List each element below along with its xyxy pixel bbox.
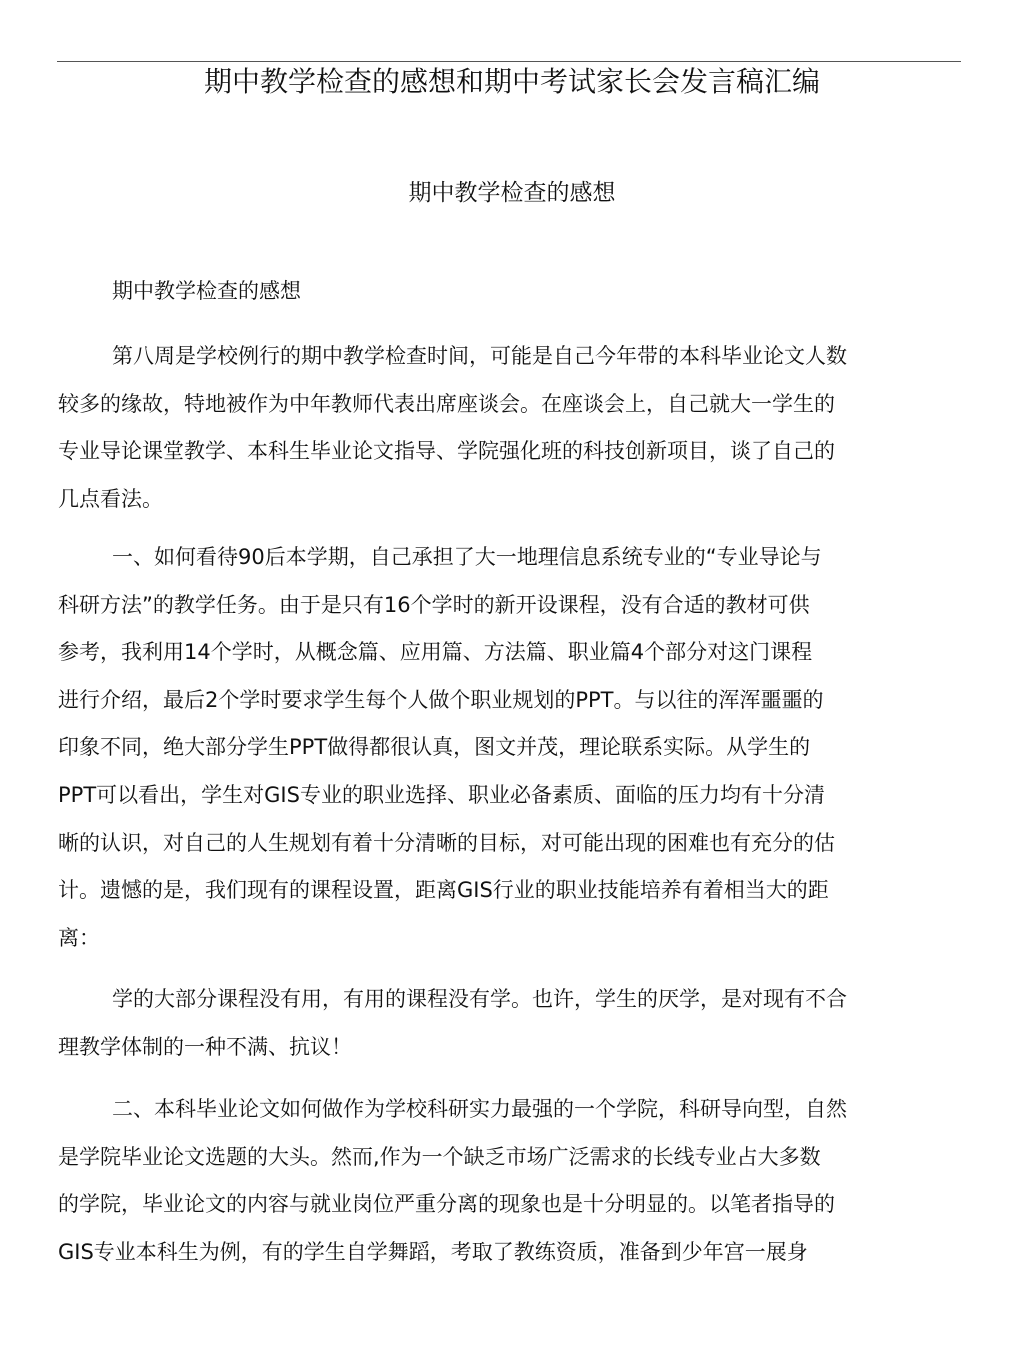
paragraph-1 [58, 333, 938, 523]
text-line: 科研方法”的教学任务。由于是只有16个学时的新开设课程，没有合适的教材可供 [58, 592, 810, 617]
text-line: 几点看法。 [58, 486, 163, 511]
text-line: 理教学体制的一种不满、抗议！ [58, 1034, 352, 1059]
text-line: 学的大部分课程没有用，有用的课程没有学。也许，学生的厌学，是对现有不合 [112, 987, 847, 1011]
text-line: 一、如何看待90后本学期，自己承担了大一地理信息系统专业的“专业导论与 [112, 545, 822, 569]
document-title: 期中教学检查的感想和期中考试家长会发言稿汇编 [203, 65, 820, 98]
text-line: 离： [58, 925, 100, 950]
text-line: 是学院毕业论文选题的大头。然而,作为一个缺乏市场广泛需求的长线专业占大多数 [58, 1144, 821, 1169]
paragraph-4 [58, 1086, 938, 1276]
section-title: 期中教学检查的感想 [408, 180, 616, 206]
text-line: 二、本科毕业论文如何做作为学校科研实力最强的一个学院，科研导向型，自然 [112, 1097, 847, 1121]
text-line: 晰的认识，对自己的人生规划有着十分清晰的目标，对可能出现的困难也有充分的估 [58, 830, 835, 855]
text-line: 第八周是学校例行的期中教学检查时间，可能是自己今年带的本科毕业论文人数 [112, 344, 847, 368]
text-line: 计。遗憾的是，我们现有的课程设置，距离GIS行业的职业技能培养有着相当大的距 [58, 878, 829, 903]
paragraph-3 [58, 976, 938, 1071]
paragraph-2 [58, 534, 938, 962]
text-line: PPT可以看出，学生对GIS专业的职业选择、职业必备素质、面临的压力均有十分清 [58, 782, 825, 807]
text-line: 的学院，毕业论文的内容与就业岗位严重分离的现象也是十分明显的。以笔者指导的 [58, 1192, 835, 1217]
text-line: 进行介绍，最后2个学时要求学生每个人做个职业规划的PPT。与以往的浑浑噩噩的 [58, 687, 824, 712]
text-line: 参考，我利用14个学时，从概念篇、应用篇、方法篇、职业篇4个部分对这门课程 [58, 640, 813, 665]
sub-heading: 期中教学检查的感想 [112, 279, 301, 303]
text-line: 较多的缘故，特地被作为中年教师代表出席座谈会。在座谈会上，自己就大一学生的 [58, 391, 835, 416]
text-line: 印象不同，绝大部分学生PPT做得都很认真，图文并茂，理论联系实际。从学生的 [58, 735, 811, 760]
text-line: 专业导论课堂教学、本科生毕业论文指导、学院强化班的科技创新项目，谈了自己的 [58, 439, 835, 464]
text-line: GIS专业本科生为例，有的学生自学舞蹈，考取了教练资质，准备到少年宫一展身 [58, 1239, 808, 1264]
